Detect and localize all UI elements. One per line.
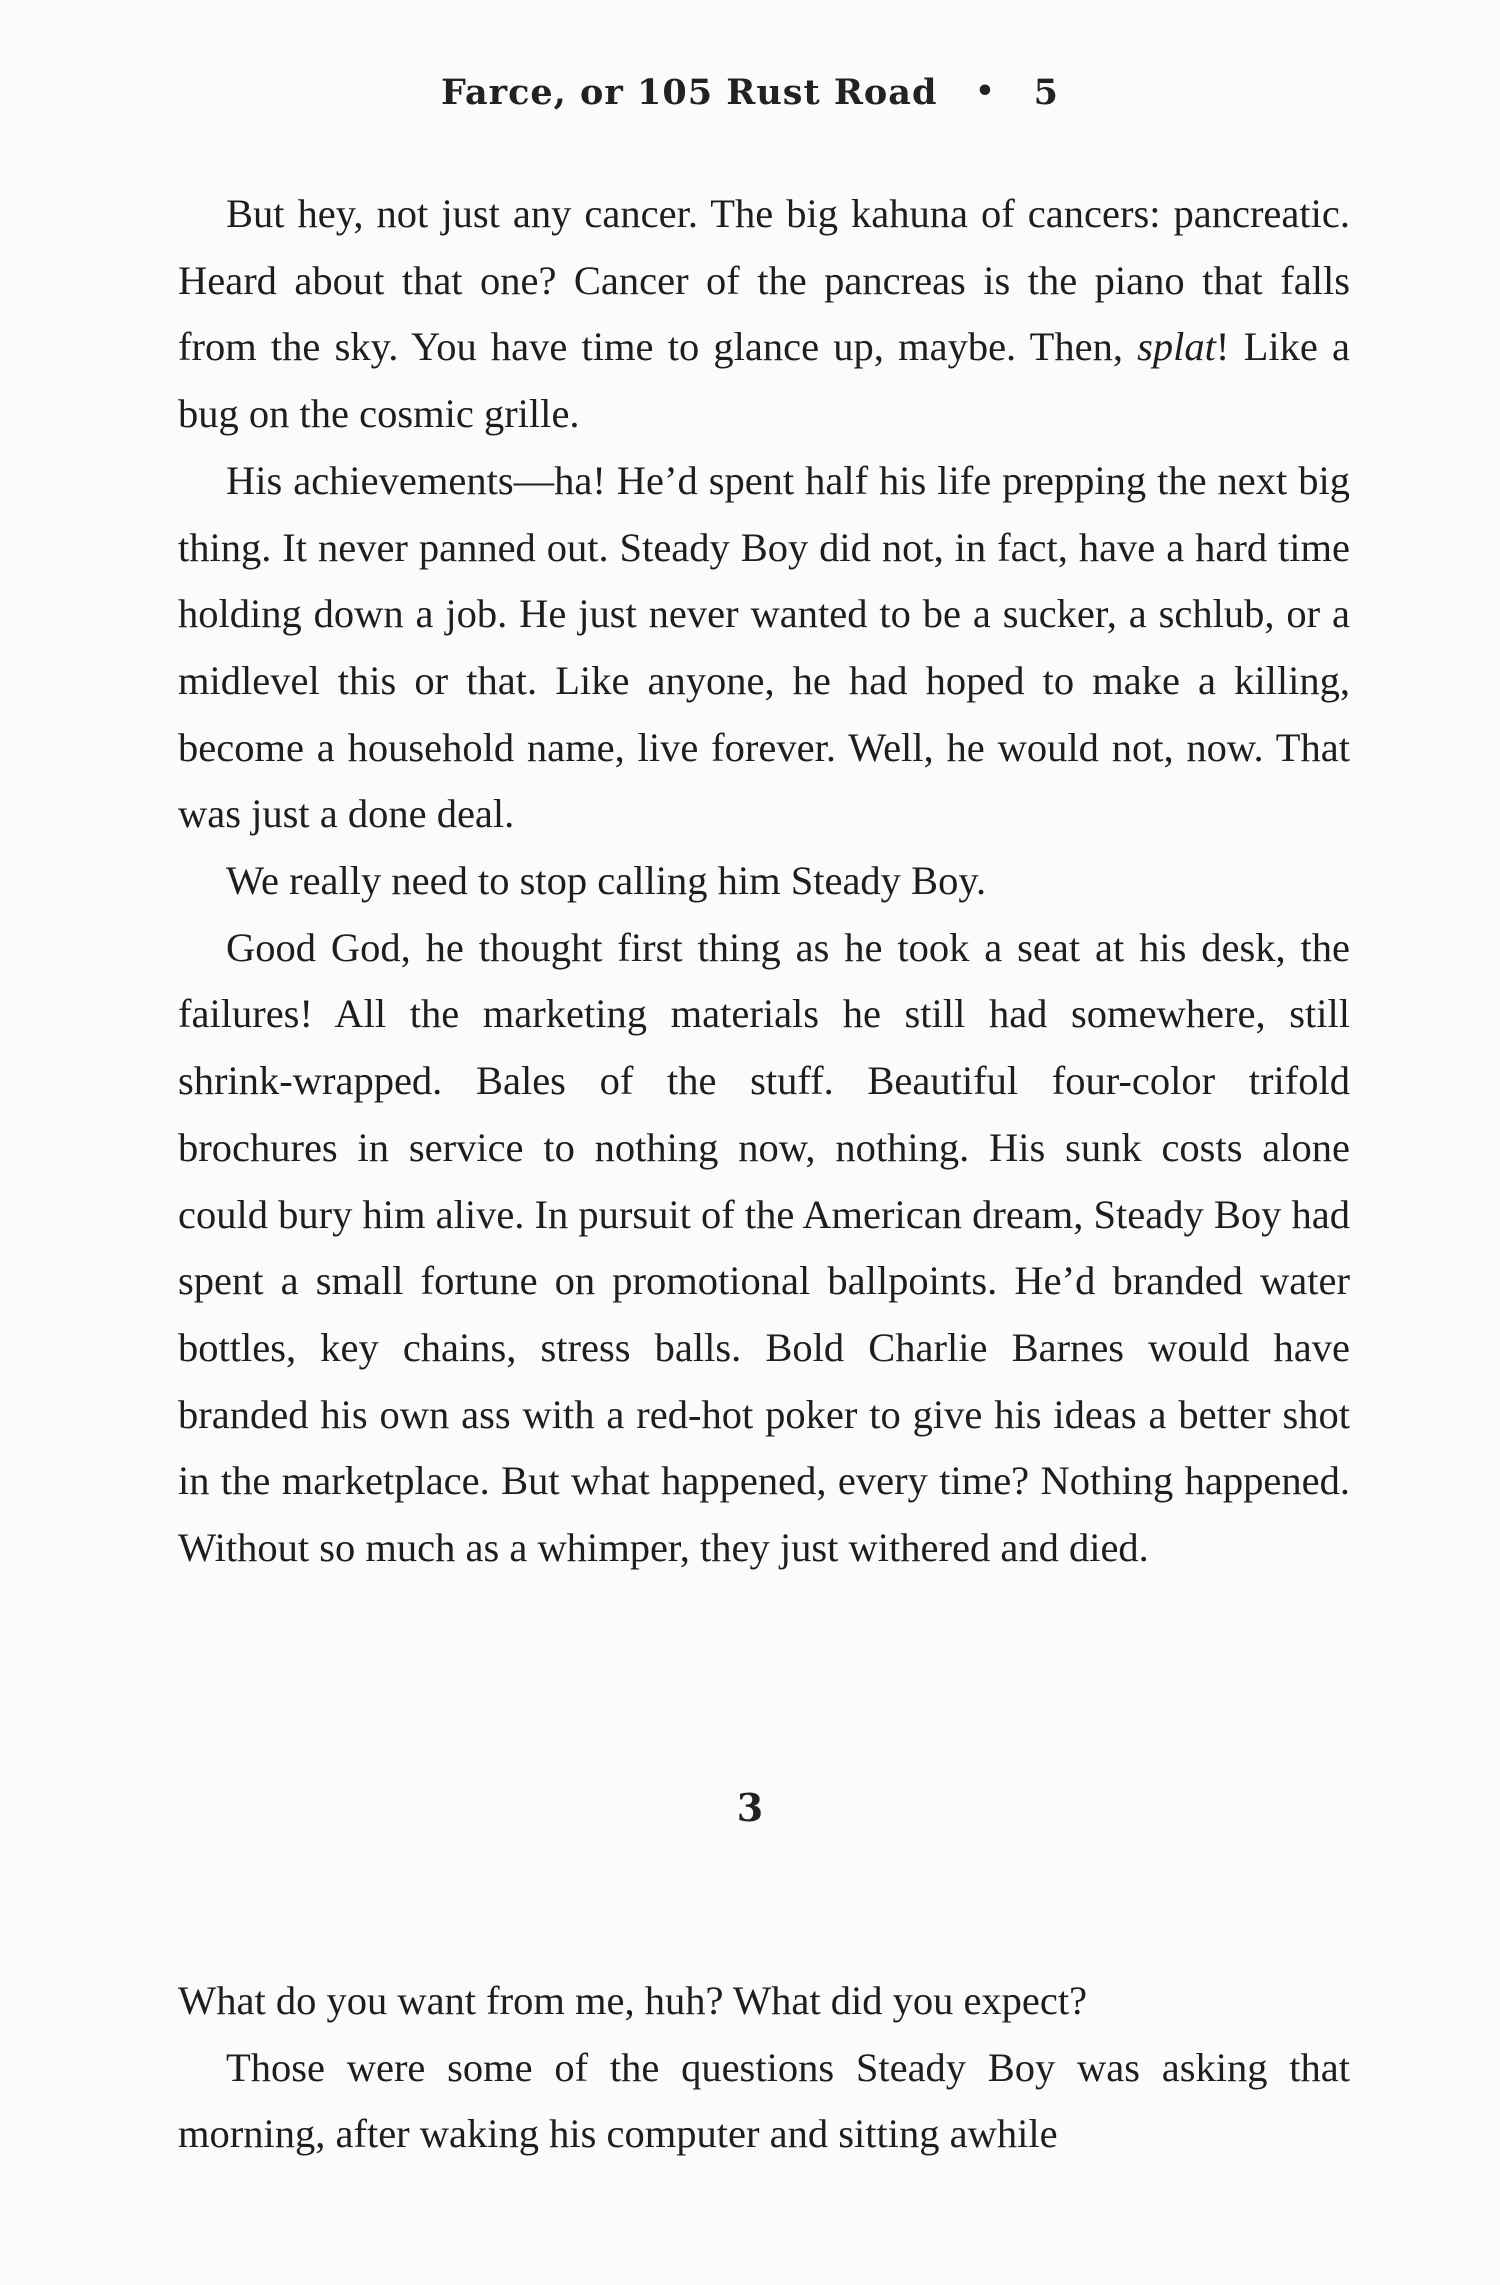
page-number: 5	[1033, 72, 1059, 113]
header-bullet: •	[975, 74, 996, 109]
paragraph-4: Good God, he thought first thing as he took a seat at his desk, the failures! All the marketing materials he still had somewhere, still shrink-wrapped. Bales of the stuff. Beautiful four-color trifold brochures in service to nothing now, nothing. His sunk costs alone could bury him alive. In pursuit of the American dream, Steady Boy had spent a small fortune on promotional ballpoints. He’d branded water bottles, key chains, stress balls. Bold Charlie Barnes would have branded his own ass with a red-hot poker to give his ideas a better shot in the marketplace. But what happened, every time? Nothing happened. Without so much as a whimper, they just withered and died.	[178, 924, 1350, 1571]
body-text	[178, 181, 1350, 1582]
running-header	[0, 72, 1500, 113]
chapter-paragraph-2: Those were some of the questions Steady Boy was asking that morning, after waking his computer and sitting awhile	[178, 2044, 1350, 2157]
paragraph-1	[178, 181, 1350, 448]
running-header-title: Farce, or 105 Rust Road	[441, 72, 938, 113]
paragraph-2: His achievements—ha! He’d spent half his life prepping the next big thing. It never panned out. Steady Boy did not, in fact, have a hard time holding down a job. He just never wanted to be a sucker, a schlub, or a midlevel this or that. Like anyone, he had hoped to make a killing, become a household name, live forever. Well, he would not, now. That was just a done deal.	[178, 457, 1350, 837]
chapter-paragraph-1: What do you want from me, huh? What did you expect?	[178, 1978, 1088, 2023]
chapter-number: 3	[736, 1785, 764, 1830]
chapter-body-text	[178, 1968, 1350, 2168]
paragraph-3: We really need to stop calling him Steady Boy.	[226, 858, 987, 904]
paragraph-1-text-a: But hey, not just any cancer. The big kahuna of cancers: pancreatic. Heard about that one? Cancer of the pancreas is the piano that falls from the sky. You have time to glance up, maybe. Then,	[178, 191, 1350, 370]
paragraph-1-emphasis: splat	[1137, 324, 1216, 370]
paragraph-1-text-b: ! Like a bug on the cosmic grille.	[178, 324, 1350, 437]
